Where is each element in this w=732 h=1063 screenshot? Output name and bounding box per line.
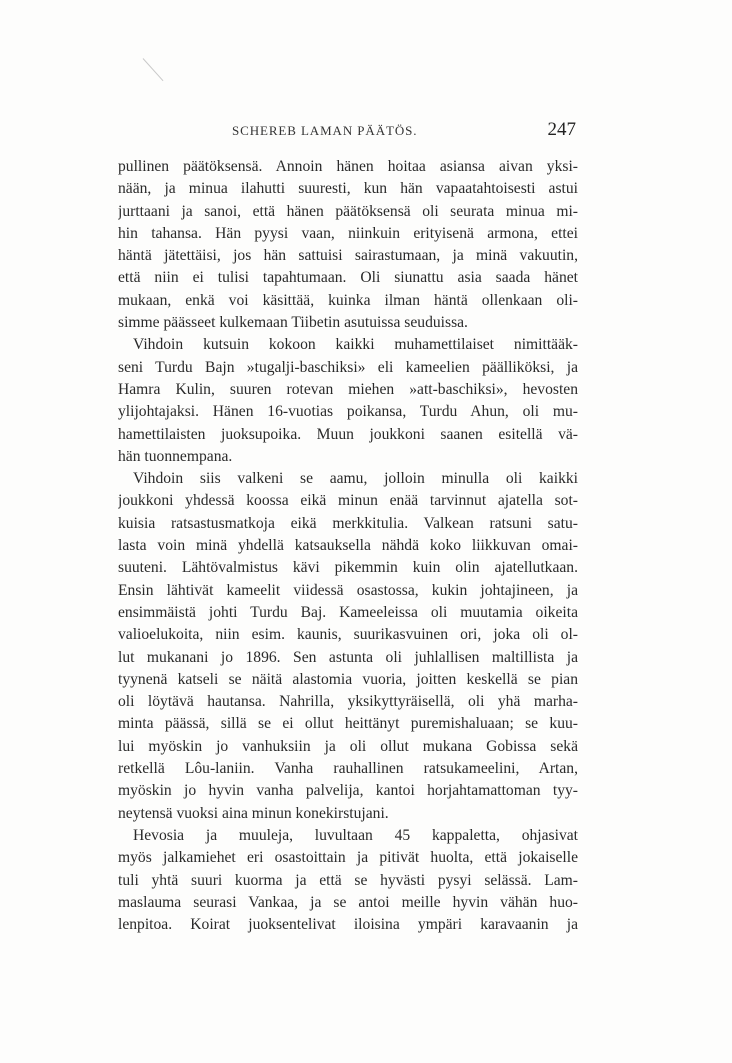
text-line: hän tuonnempana. [118,447,233,465]
text-line: lui myöskin jo vanhuksiin ja oli ollut mukana Gobissa sekä [118,737,578,755]
text-line: minta päässä, sillä se ei ollut heittänyt puremishaluaan; se kuu- [118,715,578,733]
text-line: simme päässeet kulkemaan Tiibetin asutuissa seuduissa. [118,314,468,332]
text-line: myös jalkamiehet eri osastoittain ja pitivät huolta, että jokaiselle [118,849,578,867]
text-line: tuli yhtä suuri kuorma ja että se hyvästi pysyi selässä. Lam- [118,871,578,889]
text-line: lenpitoa. Koirat juoksentelivat iloisina ympäri karavaanin ja [118,916,578,934]
body-text [118,156,578,936]
text-line: lasta voin minä yhdellä katsauksella nähdä koko liikkuvan omai- [118,537,578,555]
text-line: Hevosia ja muuleja, luvultaan 45 kappaletta, ohjasivat [133,826,578,844]
text-line: suuteni. Lähtövalmistus kävi pikemmin kuin olin ajatellutkaan. [118,559,578,577]
text-line: Vihdoin kutsuin kokoon kaikki muhamettilaiset nimittääk- [133,336,578,354]
paper-crease-mark [143,58,164,81]
text-line: retkellä Lôu-laniin. Vanha rauhallinen ratsukameelini, Artan, [118,760,578,778]
text-line: maslauma seurasi Vankaa, ja se antoi meille hyvin vähän huo- [118,893,578,911]
text-line: jurttaani ja sanoi, että hänen päätöksensä oli seurata minua mi- [118,202,578,220]
text-line: että niin ei tulisi tapahtumaan. Oli siunattu asia saada hänet [118,269,578,287]
text-line: Ensin lähtivät kameelit viidessä osastossa, kukin johtajineen, ja [118,581,578,599]
text-line: joukkoni yhdessä koossa eikä minun enää tarvinnut ajatella sot- [118,492,578,510]
text-line: ylijohtajaksi. Hänen 16-vuotias poikansa, Turdu Ahun, oli mu- [118,403,578,421]
text-line: nään, ja minua ilahutti suuresti, kun hän vapaatahtoisesti astui [118,180,578,198]
text-line: kuisia ratsastusmatkoja eikä merkkitulia. Valkean ratsuni satu- [118,514,578,532]
text-line: mukaan, enkä voi käsittää, kuinka ilman häntä ollenkaan oli- [118,291,578,309]
text-line: pullinen päätöksensä. Annoin hänen hoitaa asiansa aivan yksi- [118,158,578,175]
text-line: tyynenä katseli se näitä alastomia vuoria, joitten keskellä se pian [118,670,578,688]
text-line: ensimmäistä johti Turdu Baj. Kameeleissa oli muutamia oikeita [118,603,578,621]
text-line: seni Turdu Bajn »tugalji-baschiksi» eli kameelien päälliköksi, ja [118,358,578,376]
text-line: Hamra Kulin, suuren rotevan miehen »att-baschiksi», hevosten [118,380,578,398]
running-head [118,119,578,143]
page-number: 247 [547,119,576,140]
text-line: lut mukanani jo 1896. Sen astunta oli juhlallisen maltillista ja [118,648,578,666]
text-line: häntä jätettäisi, jos hän sattuisi sairastumaan, ja minä vakuutin, [118,247,578,265]
text-line: hamettilaisten juoksupoika. Muun joukkoni saanen esitellä vä- [118,425,578,443]
text-line: neytensä vuoksi aina minun konekirstujani. [118,804,389,822]
text-line: oli löytävä hautansa. Nahrilla, yksikyttyräisellä, oli yhä marha- [118,693,578,711]
running-title: SCHEREB LAMAN PÄÄTÖS. [232,123,418,138]
text-line: myöskin jo hyvin vanha palvelija, kantoi horjahtamattoman tyy- [118,782,578,800]
text-line: hin tahansa. Hän pyysi vaan, niinkuin erityisenä armona, ettei [118,224,578,242]
text-line: Vihdoin siis valkeni se aamu, jolloin minulla oli kaikki [133,470,578,488]
text-line: valioelukoita, niin esim. kaunis, suurikasvuinen ori, joka oli ol- [118,626,578,644]
